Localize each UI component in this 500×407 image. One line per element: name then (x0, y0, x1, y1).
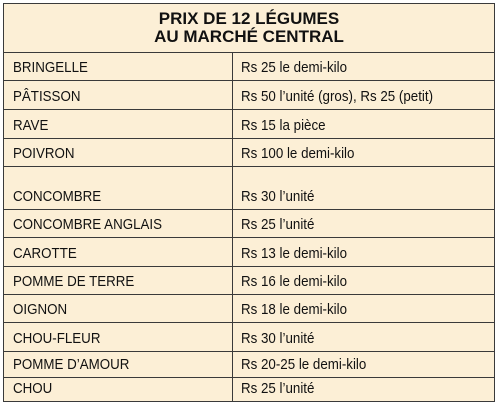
vegetable-price: Rs 18 le demi-kilo (241, 302, 348, 318)
table-row (4, 266, 494, 294)
vegetable-name: POMME DE TERRE (13, 274, 135, 290)
vegetable-price: Rs 25 le demi-kilo (241, 60, 348, 76)
vegetable-price: Rs 25 l’unité (241, 217, 315, 233)
table-row (4, 237, 494, 266)
vegetable-name: CAROTTE (13, 246, 77, 262)
vegetable-price-table (3, 3, 495, 402)
table-title (4, 4, 494, 52)
vegetable-price: Rs 13 le demi-kilo (241, 246, 348, 262)
table-row (4, 377, 494, 401)
table-row (4, 80, 494, 109)
vegetable-name: CHOU-FLEUR (13, 331, 101, 347)
vegetable-name: BRINGELLE (13, 60, 88, 76)
table-row (4, 52, 494, 80)
table-row (4, 166, 494, 209)
vegetable-price: Rs 50 l’unité (gros), Rs 25 (petit) (241, 89, 434, 105)
table-row (4, 294, 494, 322)
vegetable-price: Rs 16 le demi-kilo (241, 274, 348, 290)
vegetable-name: POMME D’AMOUR (13, 357, 130, 373)
table-row (4, 209, 494, 237)
vegetable-name: PÂTISSON (13, 89, 81, 105)
vegetable-price: Rs 100 le demi-kilo (241, 146, 355, 162)
vegetable-price: Rs 25 l’unité (241, 381, 315, 397)
vegetable-name: CONCOMBRE ANGLAIS (13, 217, 162, 233)
table-row (4, 138, 494, 166)
vegetable-price: Rs 15 la pièce (241, 118, 326, 134)
table-row (4, 351, 494, 377)
vegetable-name: OIGNON (13, 302, 68, 318)
vegetable-name: POIVRON (13, 146, 75, 162)
title-line-1: PRIX DE 12 LÉGUMES (158, 9, 340, 28)
vegetable-price: Rs 30 l’unité (241, 331, 315, 347)
vegetable-price: Rs 20-25 le demi-kilo (241, 357, 367, 373)
table-row (4, 322, 494, 351)
vegetable-name: CHOU (13, 381, 53, 397)
vegetable-name: RAVE (13, 118, 49, 134)
vegetable-price: Rs 30 l’unité (241, 189, 315, 205)
vegetable-name: CONCOMBRE (13, 189, 102, 205)
table-row (4, 109, 494, 138)
title-line-2: AU MARCHÉ CENTRAL (154, 27, 344, 46)
